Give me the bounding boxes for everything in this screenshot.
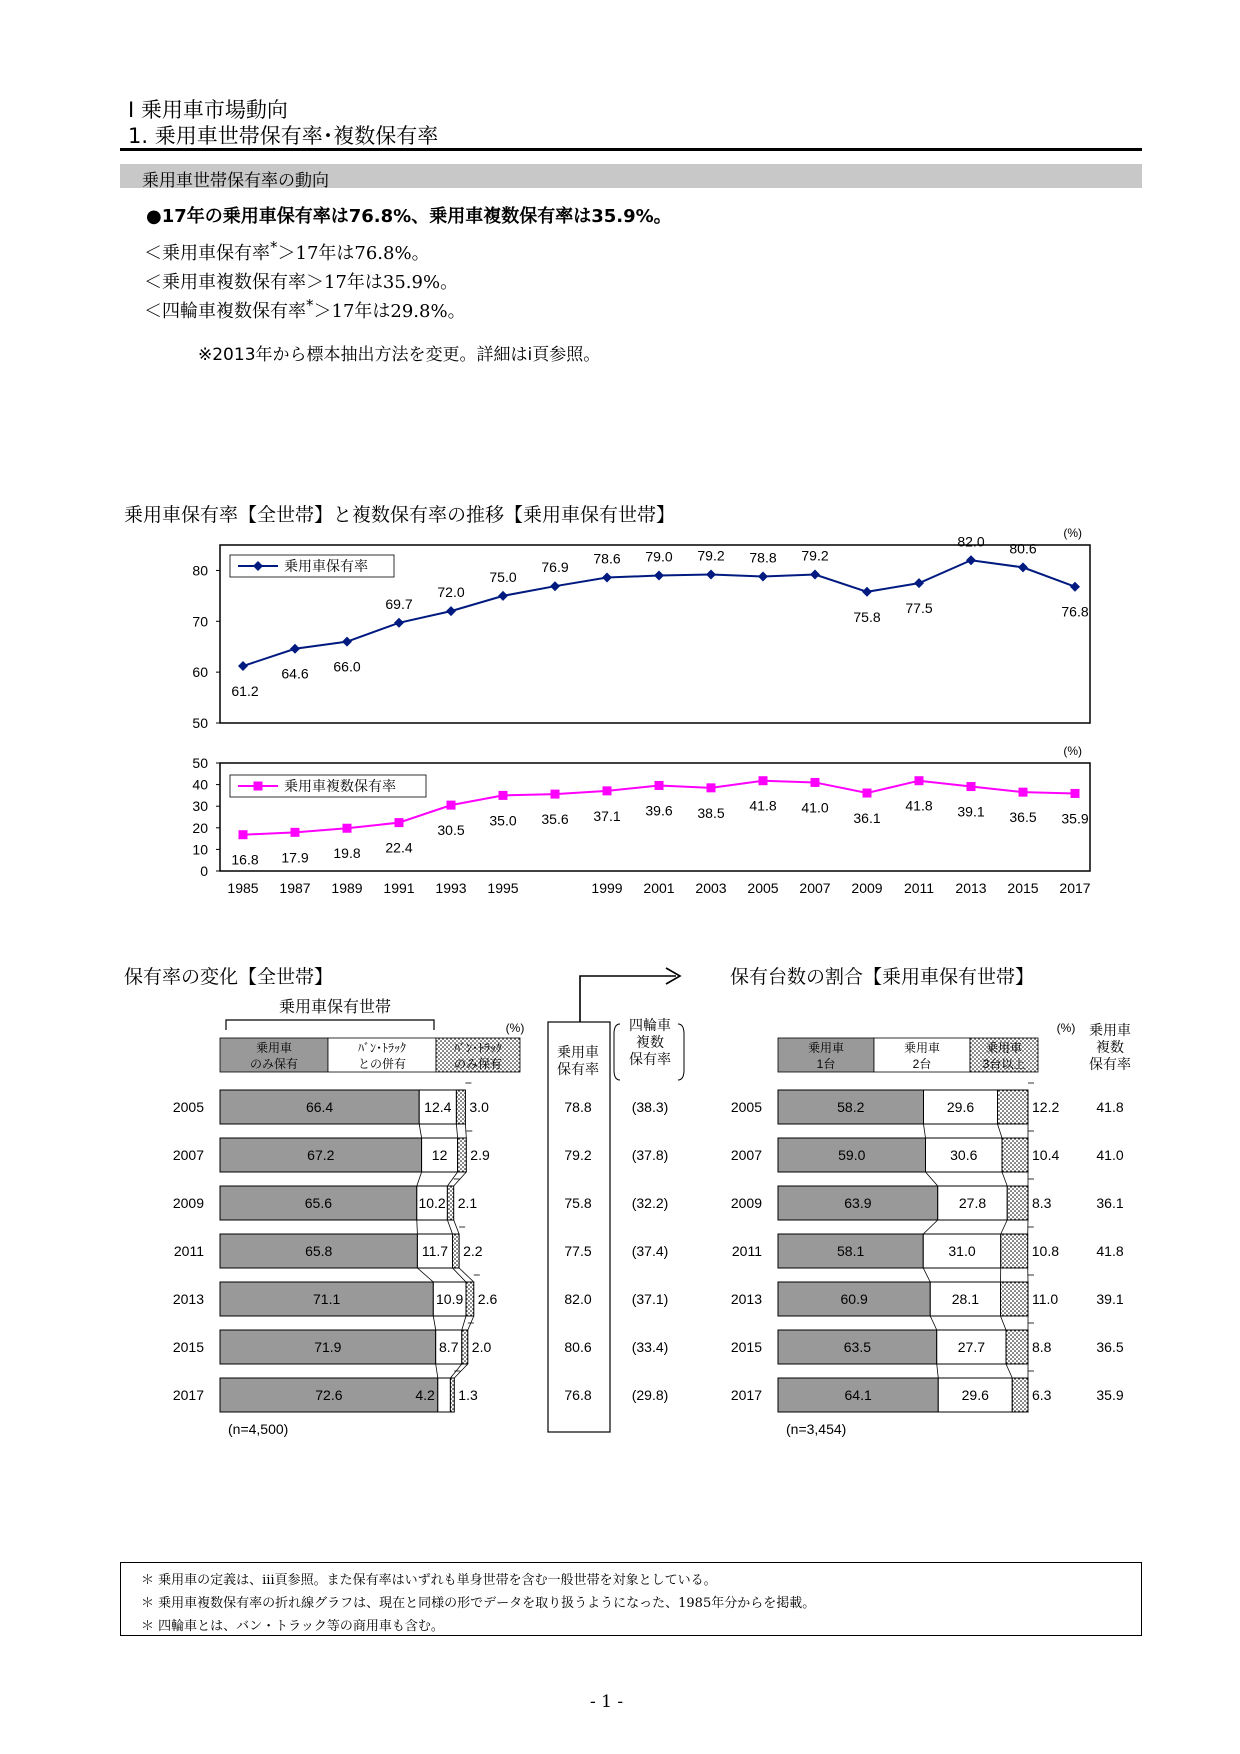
legend-label: のみ保有 (453, 1057, 503, 1071)
bar-segment (450, 1378, 454, 1412)
x-tick-label: 1987 (279, 880, 311, 896)
side-column-value: (33.4) (631, 1339, 669, 1355)
bar-segment (1001, 1234, 1028, 1268)
bar-chart-2-title: 保有台数の割合【乗用車保有世帯】 (730, 966, 1035, 988)
bar-value-label: 71.9 (314, 1339, 342, 1355)
legend-label: 乗用車保有率 (284, 558, 368, 574)
bar-value-label: 12.2 (1032, 1099, 1060, 1115)
bar-value-label: 27.7 (957, 1339, 985, 1355)
sample-size: (n=4,500) (228, 1421, 289, 1437)
bullet-label: ＜乗用車保有率 (144, 243, 270, 264)
bar-segment (447, 1186, 453, 1220)
bar-value-label: 1.3 (458, 1387, 478, 1403)
data-label: 19.8 (333, 845, 361, 862)
bar-segment (453, 1234, 460, 1268)
data-label: 78.8 (749, 549, 777, 566)
data-label: 72.0 (437, 584, 465, 601)
data-label: 76.9 (541, 559, 569, 576)
bar-value-label: 12 (431, 1147, 448, 1163)
bar-segment (456, 1090, 465, 1124)
multi-car-line-chart (192, 744, 1090, 896)
legend-label: のみ保有 (249, 1057, 299, 1071)
paren-left (614, 1024, 620, 1080)
bar-segment (1006, 1330, 1028, 1364)
bullet-value: 17年は29.8%。 (331, 301, 466, 322)
connector-line (923, 1220, 938, 1234)
bar-value-label: 6.3 (1032, 1387, 1052, 1403)
data-label: 39.1 (957, 803, 985, 820)
side-column-label: 保有率 (1089, 1056, 1131, 1072)
group-label: 乗用車保有世帯 (278, 999, 392, 1016)
legend-label: 3台以上 (982, 1057, 1026, 1071)
x-tick-label: 2017 (1059, 880, 1091, 896)
bullet-label: ＜乗用車複数保有率 (144, 272, 306, 293)
connector-line (462, 1316, 466, 1330)
data-point (811, 778, 820, 787)
data-point (863, 789, 872, 798)
bar-segment (1002, 1138, 1028, 1172)
connector-line (1001, 1316, 1007, 1330)
connector-line (456, 1124, 457, 1138)
bar-value-label: 72.6 (315, 1387, 343, 1403)
x-tick-label: 2013 (955, 880, 987, 896)
unit-label: (%) (505, 1021, 525, 1035)
connector-line (998, 1124, 1003, 1138)
bar-value-label: 65.6 (304, 1195, 333, 1211)
data-label: 30.5 (437, 822, 465, 839)
data-label: 75.8 (853, 608, 881, 625)
connector-line (454, 1220, 459, 1234)
ownership-change-bar-chart (173, 998, 684, 1437)
bar-value-label: 2.6 (477, 1291, 498, 1307)
category-label: 2013 (172, 1291, 204, 1307)
bar-value-label: 2.2 (463, 1243, 483, 1259)
data-label: 82.0 (957, 533, 985, 550)
legend-label: 乗用車 (255, 1041, 293, 1055)
data-point (1019, 788, 1028, 797)
category-label: 2011 (731, 1243, 762, 1259)
bar-value-label: 31.0 (948, 1243, 976, 1259)
bar-segment (466, 1282, 474, 1316)
data-label: 35.0 (489, 812, 517, 829)
category-label: 2007 (172, 1147, 204, 1163)
data-point (551, 790, 560, 799)
connector-line (433, 1316, 435, 1330)
data-label: 41.0 (801, 799, 829, 816)
bar-value-label: 29.6 (946, 1099, 975, 1115)
bar-value-label: 63.5 (843, 1339, 871, 1355)
side-column-value: (37.1) (631, 1291, 669, 1307)
side-column-value: 76.8 (564, 1387, 592, 1403)
x-tick-label: 2005 (747, 880, 779, 896)
bullet-tail: ＞ (277, 243, 296, 264)
data-label: 41.8 (749, 797, 777, 814)
y-tick-label: 20 (192, 819, 208, 836)
connector-line (465, 1124, 466, 1138)
data-label: 79.2 (801, 547, 829, 564)
legend-label: 2台 (912, 1057, 932, 1071)
x-tick-label: 2009 (851, 880, 883, 896)
category-label: 2005 (730, 1099, 762, 1115)
side-column-label: 保有率 (557, 1061, 599, 1077)
data-point (655, 781, 664, 790)
side-column-label: 四輪車 (629, 1017, 671, 1033)
side-column-value: 35.9 (1096, 1387, 1124, 1403)
connector-line (1002, 1172, 1007, 1186)
topic-band-label: 乗用車世帯保有率の動向 (142, 171, 329, 191)
bar-value-label: 8.7 (439, 1339, 459, 1355)
bar-value-label: 64.1 (844, 1387, 872, 1403)
sample-size: (n=3,454) (786, 1421, 847, 1437)
data-point (343, 824, 352, 833)
bar-segment (998, 1090, 1029, 1124)
bullet-tail: ＞ (306, 272, 324, 293)
bar-value-label: 8.3 (1032, 1195, 1052, 1211)
bar-value-label: 65.8 (305, 1243, 333, 1259)
side-column-value: 79.2 (564, 1147, 592, 1163)
footnote-1: ＊ 乗用車の定義は、ⅲ頁参照。また保有率はいずれも単身世帯を含む一般世帯を対象としている。 (141, 1573, 717, 1588)
bar-value-label: 58.2 (837, 1099, 865, 1115)
legend-label: 乗用車複数保有率 (284, 778, 396, 794)
bar-value-label: 2.1 (457, 1195, 478, 1211)
legend-marker (254, 782, 263, 791)
category-label: 2017 (172, 1387, 204, 1403)
data-label: 61.2 (231, 683, 259, 700)
bar-segment (458, 1138, 467, 1172)
x-tick-label: 2015 (1007, 880, 1039, 896)
bar-segment (438, 1378, 451, 1412)
data-label: 22.4 (385, 839, 413, 856)
side-column-value: 36.1 (1096, 1195, 1124, 1211)
category-label: 2009 (730, 1195, 762, 1211)
x-tick-label: 1991 (383, 880, 415, 896)
y-tick-label: 30 (192, 798, 208, 815)
data-label: 16.8 (231, 851, 259, 868)
bar-value-label: 11.0 (1032, 1291, 1059, 1307)
data-label: 78.6 (593, 550, 621, 567)
side-column-value: 80.6 (564, 1339, 592, 1355)
side-column-value: (29.8) (631, 1387, 669, 1403)
x-tick-label: 1993 (435, 880, 467, 896)
connector-line (1001, 1220, 1008, 1234)
footnote-2: ＊ 乗用車複数保有率の折れ線グラフは、現在と同様の形でデータを取り扱うようになった、1985年分からを掲載。 (141, 1596, 816, 1611)
bullet-value: 17年は35.9%。 (324, 272, 459, 293)
data-label: 66.0 (333, 658, 361, 675)
data-label: 76.8 (1061, 603, 1089, 620)
data-label: 36.1 (853, 810, 881, 827)
bullet-sup: * (306, 296, 314, 314)
group-bracket (226, 1020, 434, 1030)
data-label: 79.0 (645, 548, 673, 565)
connector-line (923, 1268, 930, 1282)
connector-line (419, 1124, 421, 1138)
side-column-value: 82.0 (564, 1291, 592, 1307)
data-label: 38.5 (697, 804, 725, 821)
y-tick-label: 40 (192, 776, 208, 793)
category-label: 2005 (172, 1099, 204, 1115)
bar-value-label: 67.2 (307, 1147, 335, 1163)
data-point (707, 783, 716, 792)
legend-label: ﾊﾞﾝ･ﾄﾗｯｸ (453, 1041, 503, 1055)
connector-line (417, 1172, 422, 1186)
side-column-label: 乗用車 (1089, 1022, 1131, 1038)
bullet-value: 17年は76.8%。 (295, 243, 430, 264)
bar-value-label: 58.1 (837, 1243, 865, 1259)
bar-value-label: 11.7 (421, 1243, 449, 1259)
x-tick-label: 1989 (331, 880, 363, 896)
data-label: 75.0 (489, 568, 517, 585)
data-point (967, 782, 976, 791)
headline: ●17年の乗用車保有率は76.8%、乗用車複数保有率は35.9%。 (146, 206, 672, 227)
data-point (759, 776, 768, 785)
category-label: 2017 (730, 1387, 762, 1403)
bar-value-label: 8.8 (1032, 1339, 1052, 1355)
data-label: 17.9 (281, 849, 309, 866)
data-label: 41.8 (905, 797, 933, 814)
connector-line (453, 1268, 467, 1282)
arrow-line (580, 976, 676, 1022)
data-label: 69.7 (385, 595, 413, 612)
bar-value-label: 3.0 (469, 1099, 489, 1115)
bar-value-label: 60.9 (840, 1291, 868, 1307)
bullet-sup: * (270, 238, 278, 256)
legend-label: 乗用車 (903, 1041, 941, 1055)
category-label: 2011 (173, 1243, 204, 1259)
bar-segment (462, 1330, 468, 1364)
side-column-value: 36.5 (1096, 1339, 1124, 1355)
side-column-value: 39.1 (1096, 1291, 1124, 1307)
data-label: 79.2 (697, 547, 725, 564)
car-ownership-line-chart (192, 526, 1090, 731)
y-tick-label: 60 (192, 664, 208, 681)
side-column-value: 75.8 (564, 1195, 592, 1211)
bar-segment (1001, 1282, 1029, 1316)
x-tick-label: 1999 (591, 880, 623, 896)
data-label: 37.1 (593, 807, 621, 824)
y-tick-label: 80 (192, 562, 208, 579)
data-point (395, 818, 404, 827)
bar-value-label: 10.8 (1031, 1243, 1059, 1259)
connector-line (417, 1268, 433, 1282)
x-tick-label: 2011 (903, 880, 935, 896)
bar-value-label: 2.0 (471, 1339, 492, 1355)
legend-label: 乗用車 (807, 1041, 845, 1055)
bar-value-label: 63.9 (844, 1195, 872, 1211)
connector-line (417, 1220, 418, 1234)
side-column-label: 複数 (636, 1034, 664, 1050)
legend-label: との併有 (357, 1057, 407, 1071)
data-label: 39.6 (645, 802, 673, 819)
x-tick-label: 2007 (799, 880, 831, 896)
side-column-value: 41.8 (1096, 1099, 1124, 1115)
method-note: ※2013年から標本抽出方法を変更。詳細はⅰ頁参照。 (198, 345, 601, 365)
bar-chart-1-title: 保有率の変化【全世帯】 (124, 966, 334, 988)
bar-value-label: 59.0 (838, 1147, 866, 1163)
data-point (447, 801, 456, 810)
category-label: 2009 (172, 1195, 204, 1211)
paren-right (678, 1024, 684, 1080)
connector-line (1006, 1364, 1012, 1378)
bullet-label: ＜四輪車複数保有率 (144, 301, 306, 322)
y-tick-label: 70 (192, 613, 208, 630)
connector-line (459, 1268, 474, 1282)
y-tick-label: 50 (192, 715, 208, 731)
bar-value-label: 28.1 (951, 1291, 979, 1307)
connector-line (436, 1364, 438, 1378)
category-label: 2015 (730, 1339, 762, 1355)
side-column-value: 41.8 (1096, 1243, 1124, 1259)
connector-line (930, 1316, 937, 1330)
bar-value-label: 10.2 (418, 1195, 446, 1211)
legend-label: 1台 (816, 1057, 836, 1071)
page-number: - 1 - (590, 1692, 624, 1712)
side-column-value: 41.0 (1096, 1147, 1124, 1163)
side-column-label: 複数 (1096, 1039, 1124, 1055)
subsection-heading: 1. 乗用車世帯保有率･複数保有率 (128, 124, 439, 148)
x-tick-label: 1985 (227, 880, 259, 896)
connector-arrow (580, 968, 680, 1022)
data-point (1071, 789, 1080, 798)
side-column-label: 保有率 (629, 1051, 671, 1067)
connector-line (937, 1364, 939, 1378)
car-count-share-bar-chart (731, 1021, 1131, 1437)
legend-label: 乗用車 (985, 1041, 1023, 1055)
side-column-value: 77.5 (564, 1243, 592, 1259)
unit-label: (%) (1056, 1021, 1076, 1035)
category-label: 2013 (730, 1291, 762, 1307)
y-tick-label: 0 (200, 863, 208, 879)
side-column-value: (37.4) (631, 1243, 669, 1259)
data-label: 77.5 (905, 600, 933, 617)
bar-value-label: 30.6 (950, 1147, 978, 1163)
bullet-tail: ＞ (313, 301, 332, 322)
unit-label: (%) (1063, 526, 1082, 540)
bar-value-label: 12.4 (424, 1099, 452, 1115)
y-tick-label: 10 (192, 841, 208, 858)
bar-value-label: 4.2 (415, 1387, 435, 1403)
bar-value-label: 10.4 (1032, 1147, 1060, 1163)
category-label: 2015 (172, 1339, 204, 1355)
bar-value-label: 2.9 (470, 1147, 490, 1163)
bar-value-label: 29.6 (961, 1387, 989, 1403)
bar-value-label: 66.4 (305, 1099, 334, 1115)
x-tick-label: 2003 (695, 880, 727, 896)
bar-value-label: 71.1 (313, 1291, 341, 1307)
connector-line (447, 1220, 452, 1234)
data-label: 36.5 (1009, 809, 1037, 826)
category-label: 2007 (730, 1147, 762, 1163)
legend-label: ﾊﾞﾝ･ﾄﾗｯｸ (357, 1041, 407, 1055)
bar-segment (1007, 1186, 1028, 1220)
bar-value-label: 27.8 (958, 1195, 987, 1211)
data-point (291, 828, 300, 837)
side-column-value: (32.2) (631, 1195, 669, 1211)
data-label: 80.6 (1009, 540, 1037, 557)
bar-value-label: 10.9 (436, 1291, 464, 1307)
data-point (499, 791, 508, 800)
x-tick-label: 1995 (487, 880, 519, 896)
section-heading: Ⅰ 乗用車市場動向 (128, 98, 288, 122)
connector-line (926, 1172, 938, 1186)
side-column-label: 乗用車 (557, 1044, 599, 1060)
side-column-frame (548, 1022, 610, 1432)
side-column-value: 78.8 (564, 1099, 592, 1115)
y-tick-label: 50 (192, 755, 208, 771)
data-point (239, 830, 248, 839)
data-label: 35.6 (541, 811, 569, 828)
side-column-value: (38.3) (631, 1099, 669, 1115)
unit-label: (%) (1063, 744, 1082, 758)
data-point (603, 786, 612, 795)
x-tick-label: 2001 (643, 880, 675, 896)
data-label: 35.9 (1061, 810, 1089, 827)
bar-segment (1012, 1378, 1028, 1412)
footnote-3: ＊ 四輪車とは、バン・トラック等の商用車も含む。 (141, 1619, 444, 1634)
connector-line (924, 1124, 926, 1138)
line-chart-title: 乗用車保有率【全世帯】と複数保有率の推移【乗用車保有世帯】 (124, 504, 676, 526)
data-label: 64.6 (281, 665, 309, 682)
footnote-box (120, 1562, 1142, 1636)
data-point (915, 776, 924, 785)
side-column-value: (37.8) (631, 1147, 669, 1163)
